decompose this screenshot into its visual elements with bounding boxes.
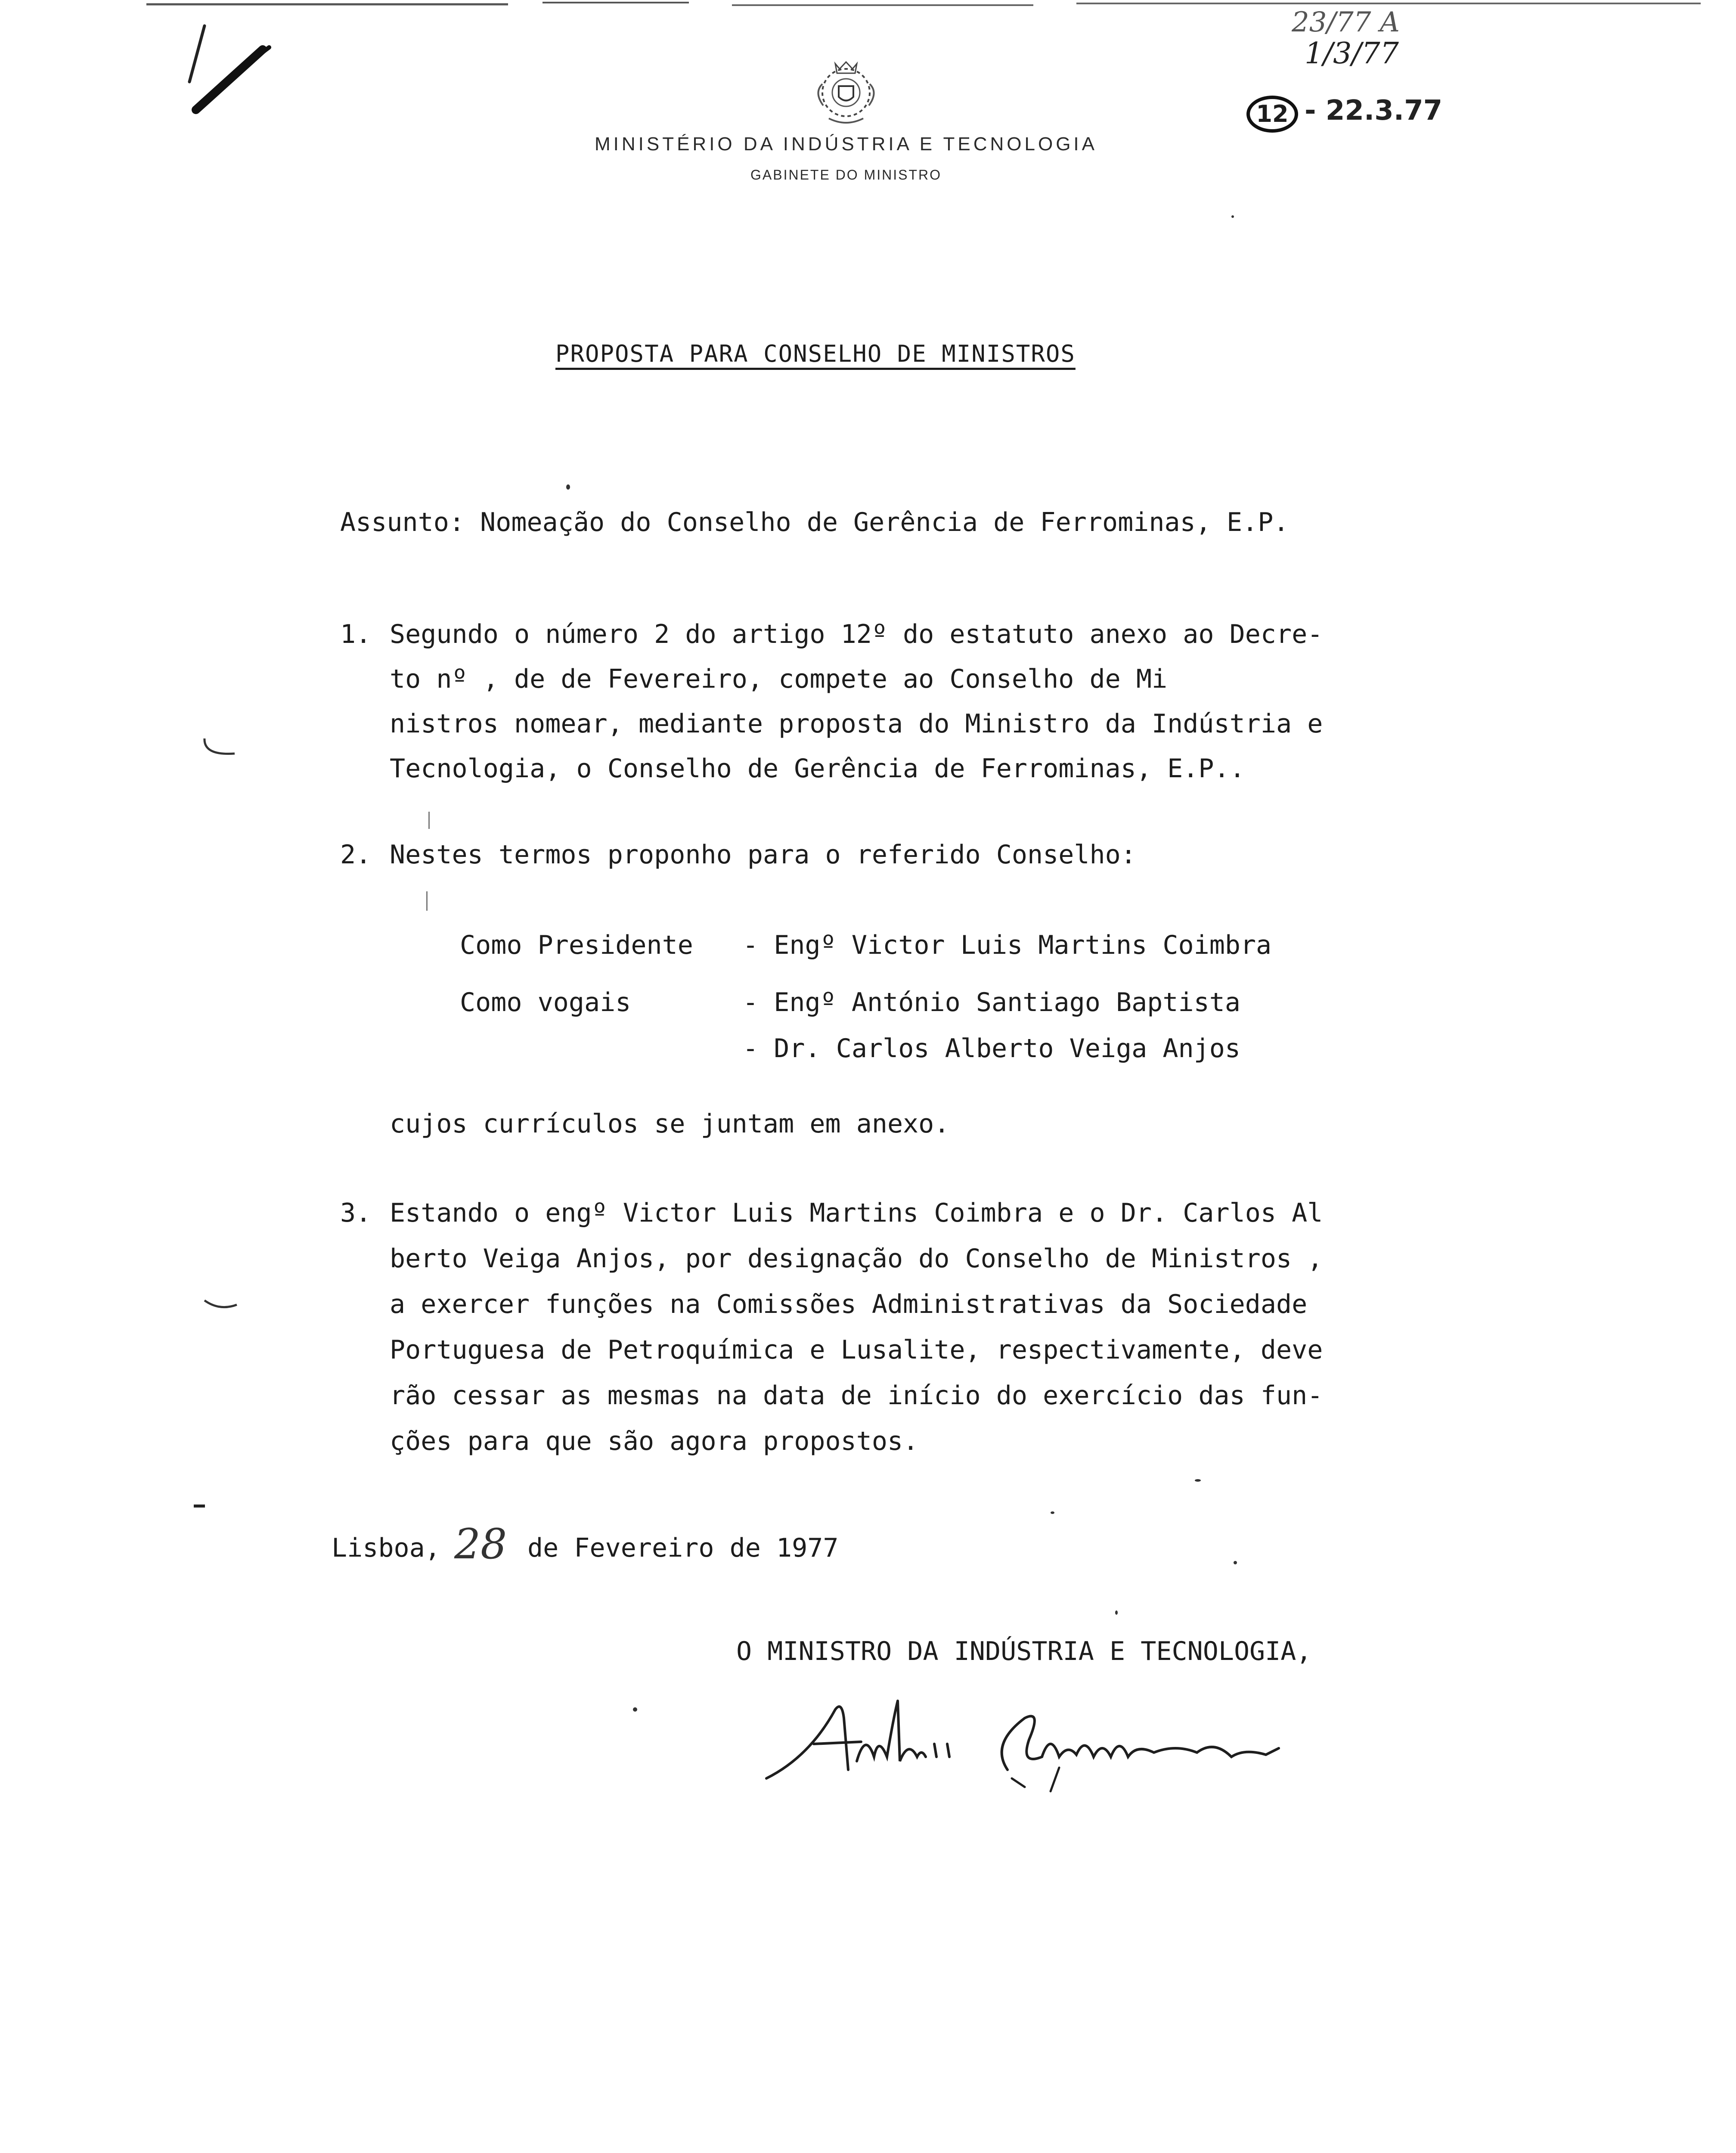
scan-tick — [426, 891, 428, 911]
members-label: Como vogais — [460, 987, 631, 1018]
scan-speck — [1234, 1561, 1237, 1564]
margin-mark — [200, 736, 239, 762]
handwritten-annotation-line1: 23/77 A — [1292, 6, 1400, 38]
paragraph-3-number: 3. — [340, 1198, 372, 1228]
scan-speck — [1195, 1479, 1201, 1482]
circled-number-stamp — [1246, 96, 1298, 133]
paragraph-2-closing: cujos currículos se juntam em anexo. — [390, 1109, 950, 1139]
handwritten-reference: - 22.3.77 — [1305, 95, 1443, 127]
paragraph-1-line: to nº , de de Fevereiro, compete ao Conselho de Mi — [390, 664, 1168, 694]
date-day-handwritten: 28 — [454, 1520, 507, 1568]
handwritten-slash-mark — [164, 17, 293, 129]
paragraph-1-line: Segundo o número 2 do artigo 12º do estatuto anexo ao Decre- — [390, 619, 1323, 649]
scan-speck — [1115, 1610, 1118, 1615]
cabinet-subheader: GABINETE DO MINISTRO — [750, 167, 942, 183]
document-title: PROPOSTA PARA CONSELHO DE MINISTROS — [555, 340, 1076, 367]
circled-number: 12 — [1256, 100, 1289, 127]
scan-tick — [428, 812, 430, 829]
paragraph-2-text: Nestes termos proponho para o referido Conselho: — [390, 840, 1136, 870]
coat-of-arms-emblem — [797, 56, 896, 129]
signatory-title: O MINISTRO DA INDÚSTRIA E TECNOLOGIA, — [736, 1636, 1312, 1666]
paragraph-3-line: Estando o engº Victor Luis Martins Coimbra e o Dr. Carlos Al — [390, 1198, 1323, 1228]
president-label: Como Presidente — [460, 930, 693, 960]
paragraph-1-line: nistros nomear, mediante proposta do Ministro da Indústria e — [390, 709, 1323, 739]
margin-mark — [202, 1296, 241, 1313]
president-name: - Engº Victor Luis Martins Coimbra — [743, 930, 1272, 960]
margin-dash — [194, 1505, 205, 1508]
handwritten-signature — [749, 1692, 1335, 1804]
scan-speck — [633, 1707, 637, 1712]
handwritten-annotation-line2: 1/3/77 — [1305, 37, 1399, 71]
scan-speck — [1231, 215, 1234, 218]
subject-line: Assunto: Nomeação do Conselho de Gerência de Ferrominas, E.P. — [340, 507, 1289, 537]
scan-edge-lines — [0, 0, 1736, 17]
scan-speck — [1051, 1511, 1054, 1514]
scan-speck — [566, 484, 570, 490]
paragraph-1-number: 1. — [340, 619, 372, 649]
paragraph-1-line: Tecnologia, o Conselho de Gerência de Ferrominas, E.P.. — [390, 754, 1245, 784]
paragraph-3-line: ções para que são agora propostos. — [390, 1426, 919, 1456]
ministry-header: MINISTÉRIO DA INDÚSTRIA E TECNOLOGIA — [594, 133, 1097, 155]
paragraph-3-line: a exercer funções na Comissões Administrativas da Sociedade — [390, 1289, 1308, 1319]
paragraph-2-number: 2. — [340, 840, 372, 870]
date-place: Lisboa, — [332, 1533, 440, 1563]
member-name: - Engº António Santiago Baptista — [743, 987, 1240, 1018]
paragraph-3-line: rão cessar as mesmas na data de início do exercício das fun- — [390, 1381, 1323, 1411]
paragraph-3-line: Portuguesa de Petroquímica e Lusalite, respectivamente, deve — [390, 1335, 1323, 1365]
paragraph-3-line: berto Veiga Anjos, por designação do Conselho de Ministros , — [390, 1244, 1323, 1274]
date-rest: de Fevereiro de 1977 — [527, 1533, 839, 1563]
member-name: - Dr. Carlos Alberto Veiga Anjos — [743, 1033, 1240, 1064]
